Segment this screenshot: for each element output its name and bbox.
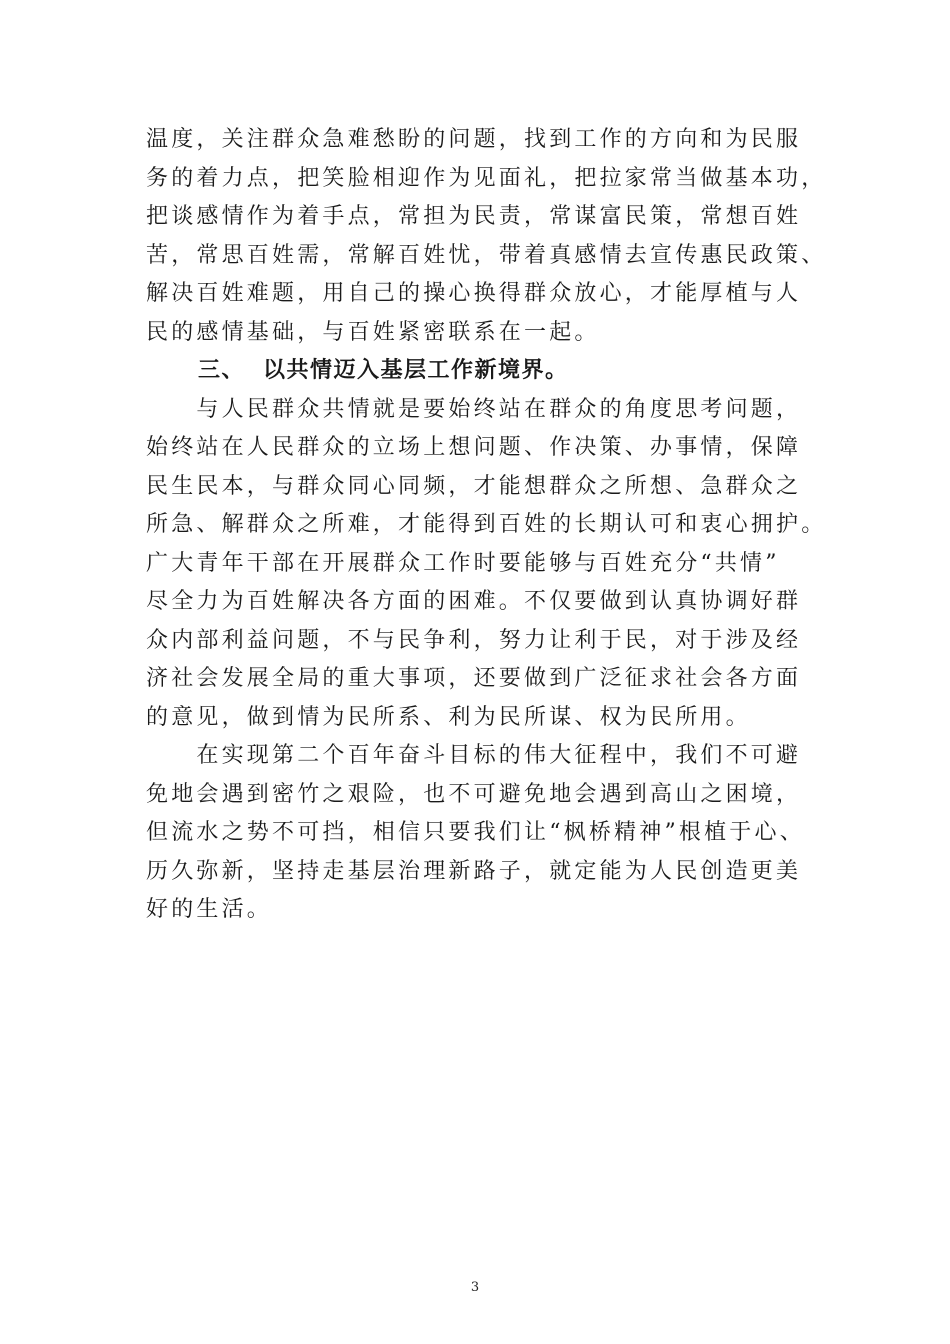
paragraph-line: 广大青年干部在开展群众工作时要能够与百姓充分“共情” bbox=[146, 550, 780, 576]
paragraph-line: 尽全力为百姓解决各方面的困难。不仅要做到认真协调好群 bbox=[146, 589, 802, 614]
section-heading bbox=[146, 352, 806, 391]
paragraph-line: 在实现第二个百年奋斗目标的伟大征程中，我们不可避 bbox=[146, 743, 802, 768]
paragraph-line: 民的感情基础，与百姓紧密联系在一起。 bbox=[146, 319, 600, 345]
paragraph-line: 苦，常思百姓需，常解百姓忧，带着真感情去宣传惠民政策、 bbox=[146, 242, 827, 268]
paragraph-line: 众内部利益问题，不与民争利，努力让利于民，对于涉及经 bbox=[146, 627, 802, 653]
page-number: 3 bbox=[470, 1280, 480, 1295]
paragraph-3 bbox=[146, 737, 806, 930]
paragraph-line: 历久弥新，坚持走基层治理新路子，就定能为人民创造更美 bbox=[146, 858, 802, 884]
paragraph-line: 务的着力点，把笑脸相迎作为见面礼，把拉家常当做基本功， bbox=[146, 165, 827, 191]
paragraph-2 bbox=[146, 391, 827, 738]
paragraph-1 bbox=[146, 121, 827, 352]
section-number: 三、 bbox=[198, 358, 246, 383]
paragraph-line: 把谈感情作为着手点，常担为民责，常谋富民策，常想百姓 bbox=[146, 204, 802, 229]
paragraph-line: 免地会遇到密竹之艰险，也不可避免地会遇到高山之困境， bbox=[146, 781, 802, 807]
paragraph-line: 但流水之势不可挡，相信只要我们让“枫桥精神”根植于心、 bbox=[146, 820, 805, 845]
section-title: 以共情迈入基层工作新境界。 bbox=[263, 358, 569, 383]
paragraph-line: 与人民群众共情就是要始终站在群众的角度思考问题， bbox=[146, 396, 802, 422]
paragraph-line: 所急、解群众之所难，才能得到百姓的长期认可和衷心拥护。 bbox=[146, 512, 827, 537]
document-body bbox=[146, 121, 827, 930]
paragraph-line: 好的生活。 bbox=[146, 897, 273, 922]
paragraph-line: 解决百姓难题，用自己的操心换得群众放心，才能厚植与人 bbox=[146, 281, 802, 306]
paragraph-line: 济社会发展全局的重大事项，还要做到广泛征求社会各方面 bbox=[146, 666, 802, 691]
paragraph-line: 温度，关注群众急难愁盼的问题，找到工作的方向和为民服 bbox=[146, 127, 802, 152]
paragraph-line: 民生民本，与群众同心同频，才能想群众之所想、急群众之 bbox=[146, 473, 802, 499]
paragraph-line: 始终站在人民群众的立场上想问题、作决策、办事情，保障 bbox=[146, 435, 802, 460]
paragraph-line: 的意见，做到情为民所系、利为民所谋、权为民所用。 bbox=[146, 704, 751, 730]
